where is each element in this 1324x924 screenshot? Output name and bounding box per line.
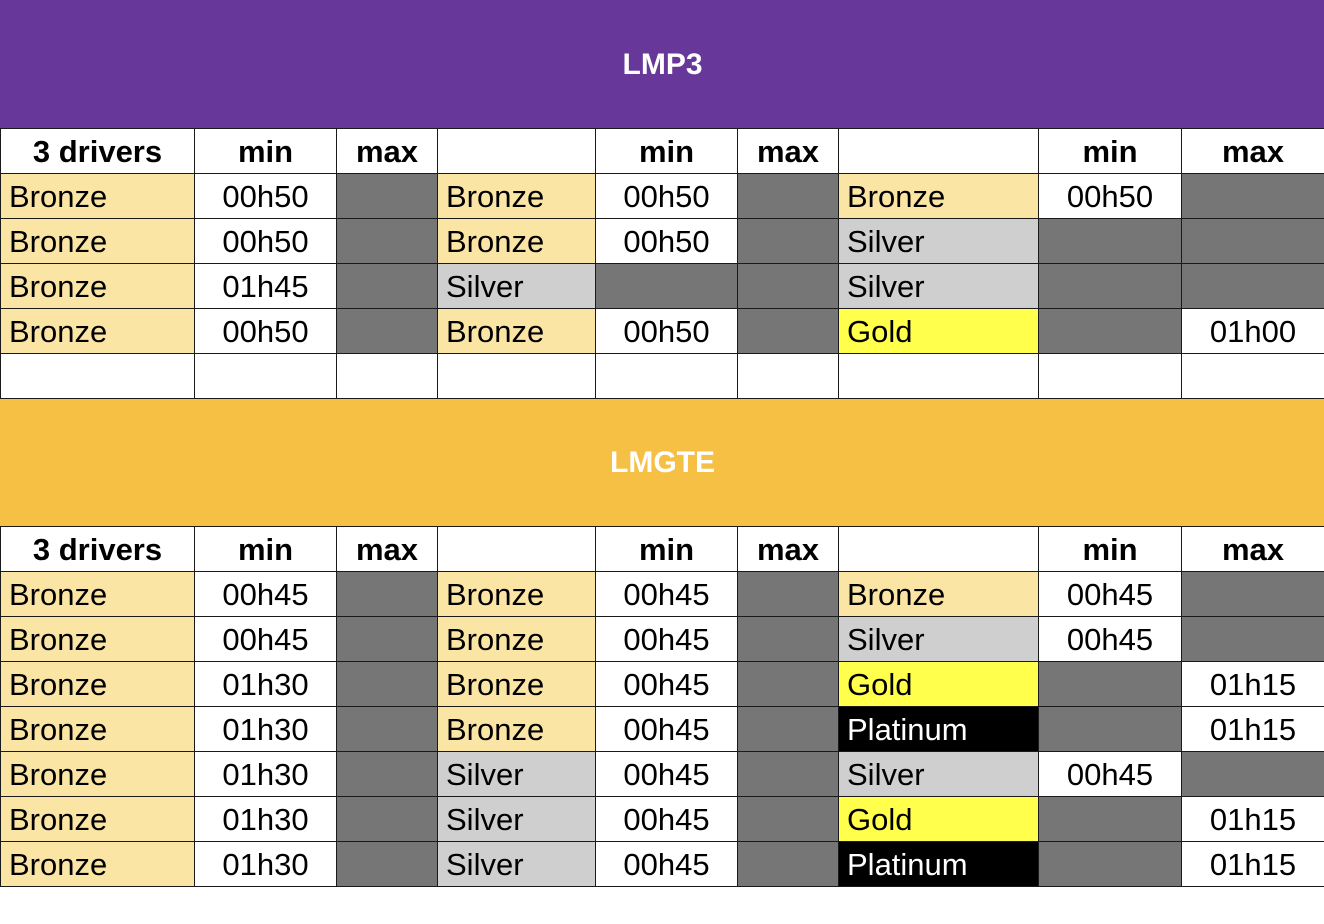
column-header: min (1039, 527, 1182, 572)
min-time-cell: 00h45 (596, 572, 738, 617)
driver-category-cell: Bronze (1, 752, 195, 797)
max-time-cell: 01h15 (1182, 662, 1324, 707)
empty-cell (438, 354, 596, 399)
min-time-cell: 00h45 (195, 617, 337, 662)
max-time-cell (337, 752, 438, 797)
empty-cell (1, 354, 195, 399)
driver-category-cell: Bronze (1, 617, 195, 662)
column-header: min (596, 129, 738, 174)
max-time-cell (1182, 174, 1324, 219)
min-time-cell: 01h30 (195, 752, 337, 797)
table-row (1, 797, 1324, 842)
min-time-cell: 00h50 (596, 174, 738, 219)
column-header: max (1182, 527, 1324, 572)
column-header (438, 129, 596, 174)
min-time-cell: 00h45 (596, 842, 738, 887)
empty-cell (596, 354, 738, 399)
min-time-cell: 01h30 (195, 797, 337, 842)
max-time-cell (738, 707, 839, 752)
max-time-cell (738, 752, 839, 797)
max-time-cell: 01h00 (1182, 309, 1324, 354)
min-time-cell: 01h30 (195, 842, 337, 887)
empty-cell (337, 354, 438, 399)
driver-category-cell: Bronze (438, 572, 596, 617)
table-row (1, 752, 1324, 797)
driver-category-cell: Bronze (839, 572, 1039, 617)
max-time-cell (337, 572, 438, 617)
column-header: 3 drivers (1, 527, 195, 572)
min-time-cell: 00h50 (195, 219, 337, 264)
max-time-cell (1182, 752, 1324, 797)
driver-category-cell: Silver (839, 617, 1039, 662)
min-time-cell (1039, 707, 1182, 752)
empty-cell (839, 354, 1039, 399)
max-time-cell (337, 662, 438, 707)
max-time-cell (337, 617, 438, 662)
column-header (839, 527, 1039, 572)
header-row (1, 527, 1324, 572)
table-row (1, 662, 1324, 707)
empty-cell (195, 354, 337, 399)
driver-category-cell: Silver (438, 797, 596, 842)
driver-category-cell: Bronze (1, 797, 195, 842)
driver-category-cell: Gold (839, 797, 1039, 842)
table-row (1, 572, 1324, 617)
max-time-cell (738, 662, 839, 707)
driver-category-cell: Bronze (1, 174, 195, 219)
driver-category-cell: Gold (839, 662, 1039, 707)
max-time-cell (1182, 219, 1324, 264)
min-time-cell (596, 264, 738, 309)
min-time-cell: 00h45 (596, 707, 738, 752)
section-band (1, 399, 1324, 527)
column-header (438, 527, 596, 572)
max-time-cell (337, 174, 438, 219)
section-title: LMP3 (1, 1, 1324, 129)
driver-category-cell: Bronze (438, 309, 596, 354)
column-header: min (596, 527, 738, 572)
driver-category-cell: Silver (438, 752, 596, 797)
driver-category-cell: Platinum (839, 842, 1039, 887)
max-time-cell (738, 797, 839, 842)
driver-category-cell: Silver (839, 264, 1039, 309)
min-time-cell (1039, 797, 1182, 842)
min-time-cell: 01h45 (195, 264, 337, 309)
driver-category-cell: Silver (438, 264, 596, 309)
driver-category-cell: Bronze (438, 219, 596, 264)
min-time-cell: 00h45 (1039, 617, 1182, 662)
max-time-cell (1182, 572, 1324, 617)
column-header: min (1039, 129, 1182, 174)
max-time-cell: 01h15 (1182, 797, 1324, 842)
column-header: min (195, 129, 337, 174)
empty-cell (738, 354, 839, 399)
driver-category-cell: Bronze (839, 174, 1039, 219)
driver-category-cell: Bronze (438, 707, 596, 752)
column-header: min (195, 527, 337, 572)
driver-category-cell: Bronze (1, 264, 195, 309)
driver-category-cell: Bronze (1, 842, 195, 887)
column-header: max (738, 527, 839, 572)
min-time-cell: 01h30 (195, 707, 337, 752)
min-time-cell: 00h50 (195, 174, 337, 219)
driver-category-cell: Bronze (1, 662, 195, 707)
column-header: max (337, 129, 438, 174)
max-time-cell (738, 572, 839, 617)
max-time-cell (337, 219, 438, 264)
min-time-cell: 00h45 (596, 752, 738, 797)
min-time-cell: 00h45 (195, 572, 337, 617)
driver-category-cell: Bronze (1, 707, 195, 752)
min-time-cell: 00h50 (596, 309, 738, 354)
max-time-cell (738, 219, 839, 264)
table-row (1, 617, 1324, 662)
max-time-cell (337, 707, 438, 752)
column-header (839, 129, 1039, 174)
driver-category-cell: Bronze (438, 617, 596, 662)
column-header: max (337, 527, 438, 572)
max-time-cell (1182, 264, 1324, 309)
min-time-cell: 00h45 (596, 797, 738, 842)
min-time-cell (1039, 219, 1182, 264)
min-time-cell: 00h45 (596, 662, 738, 707)
max-time-cell (738, 842, 839, 887)
driver-category-cell: Bronze (1, 572, 195, 617)
header-row (1, 129, 1324, 174)
column-header: max (1182, 129, 1324, 174)
min-time-cell (1039, 309, 1182, 354)
max-time-cell (738, 309, 839, 354)
table-row (1, 842, 1324, 887)
min-time-cell: 00h50 (195, 309, 337, 354)
column-header: 3 drivers (1, 129, 195, 174)
max-time-cell: 01h15 (1182, 707, 1324, 752)
max-time-cell (738, 617, 839, 662)
min-time-cell: 00h45 (596, 617, 738, 662)
min-time-cell: 00h50 (596, 219, 738, 264)
min-time-cell (1039, 662, 1182, 707)
driver-category-cell: Gold (839, 309, 1039, 354)
max-time-cell (337, 264, 438, 309)
min-time-cell: 00h45 (1039, 572, 1182, 617)
table-row (1, 174, 1324, 219)
driver-category-cell: Silver (839, 752, 1039, 797)
max-time-cell (738, 264, 839, 309)
spacer-row (1, 354, 1324, 399)
min-time-cell: 00h45 (1039, 752, 1182, 797)
table-row (1, 309, 1324, 354)
column-header: max (738, 129, 839, 174)
table-row (1, 707, 1324, 752)
max-time-cell: 01h15 (1182, 842, 1324, 887)
empty-cell (1182, 354, 1324, 399)
driver-category-cell: Silver (438, 842, 596, 887)
driver-category-cell: Bronze (1, 219, 195, 264)
table-row (1, 219, 1324, 264)
driver-category-cell: Bronze (438, 662, 596, 707)
driver-category-cell: Platinum (839, 707, 1039, 752)
section-band (1, 1, 1324, 129)
driver-category-cell: Bronze (1, 309, 195, 354)
driver-category-cell: Silver (839, 219, 1039, 264)
max-time-cell (337, 309, 438, 354)
min-time-cell: 01h30 (195, 662, 337, 707)
max-time-cell (738, 174, 839, 219)
table-row (1, 264, 1324, 309)
max-time-cell (1182, 617, 1324, 662)
min-time-cell (1039, 842, 1182, 887)
empty-cell (1039, 354, 1182, 399)
driver-category-cell: Bronze (438, 174, 596, 219)
min-time-cell (1039, 264, 1182, 309)
max-time-cell (337, 797, 438, 842)
max-time-cell (337, 842, 438, 887)
min-time-cell: 00h50 (1039, 174, 1182, 219)
section-title: LMGTE (1, 399, 1324, 527)
